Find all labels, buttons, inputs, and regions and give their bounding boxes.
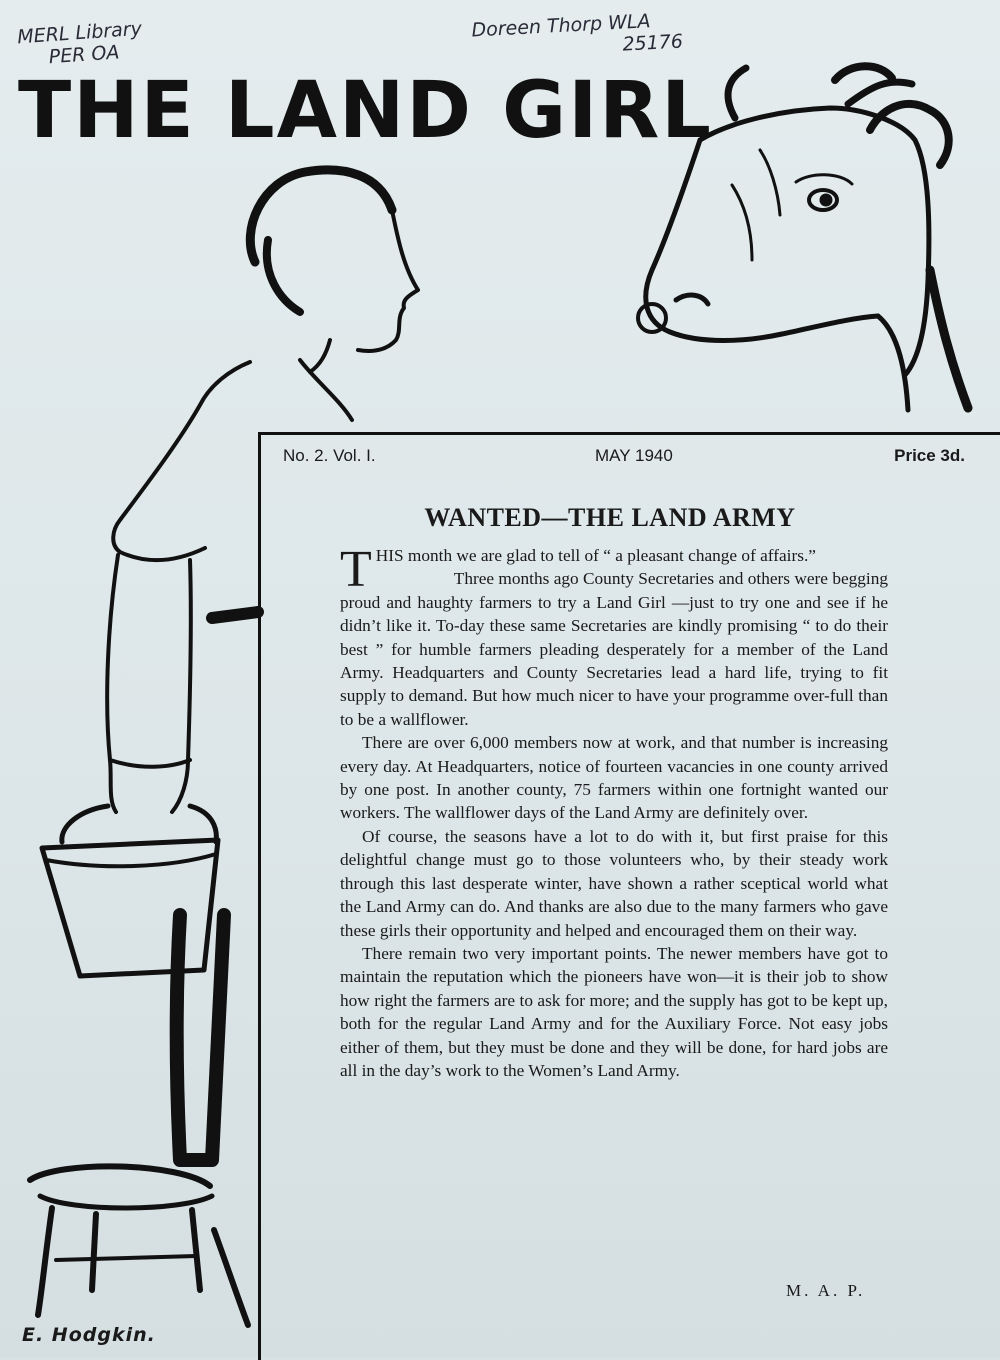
issue-info-row <box>283 442 965 472</box>
article-paragraph-4: Of course, the seasons have a lot to do with it, but first praise for this delightful change must go to those volunteers who, by their steady work through this last desperate winter, have shown a rather sceptical world what the Land Army can do. And thanks are also due to the many farmers who gave these girls their opportunity and helped and encouraged them on their way. <box>340 826 888 940</box>
issue-price: Price 3d. <box>894 446 965 465</box>
artist-signature: E. Hodgkin. <box>22 1324 156 1346</box>
article-paragraph-1 <box>340 541 888 598</box>
article-paragraph-2: Three months ago County Secretaries and others were begging proud and haughty farmers to try a Land Girl —just to try one and see if he didn’t like it. To-day these same Secretaries are kindly promising “ to do their best ” for humble farmers pleading desperately for a member of the Land Army. Headquarters and County Secretaries lead a hard life, trying to fit supply to demand. But how much nicer to have your programme over-full than to be a wallflower. <box>340 569 888 729</box>
article-paragraph-1-text: HIS month we are glad to tell of “ a pleasant change of affairs.” <box>375 546 816 565</box>
article-paragraph-5: There remain two very important points. The newer members have got to maintain the reputation which the pioneers have won—it is their job to show how right the farmers are to ask for more; and the supply has got to be kept up, both for the regular Land Army and for the Auxiliary Force. Not easy jobs either of them, but they must be done and they will be done, for hard jobs are all in the day’s work to the Women’s Land Army. <box>340 943 888 1080</box>
owner-annotation-line2: 25176 <box>621 30 684 56</box>
article-title: WANTED—THE LAND ARMY <box>424 503 796 532</box>
drop-cap: T <box>340 541 372 598</box>
article-signature: M. A. P. <box>786 1281 866 1300</box>
library-annotation-line1: MERL Library <box>16 17 143 49</box>
issue-number: No. 2. Vol. I. <box>283 446 376 465</box>
cow-drawing <box>638 66 968 410</box>
owner-annotation-line1: Doreen Thorp WLA <box>470 10 651 42</box>
issue-date: MAY 1940 <box>595 446 673 465</box>
masthead-title: THE LAND GIRL <box>18 66 713 156</box>
library-annotation-line2: PER OA <box>48 41 121 69</box>
article-paragraph-3: There are over 6,000 members now at work, and that number is increasing every day. At Headquarters, notice of fourteen vacancies in one county arrived by one post. In another county, 75 farmers within one fortnight wanted our workers. The wallflower days of the Land Army are definitely over. <box>340 733 888 823</box>
article-body <box>340 541 888 1082</box>
